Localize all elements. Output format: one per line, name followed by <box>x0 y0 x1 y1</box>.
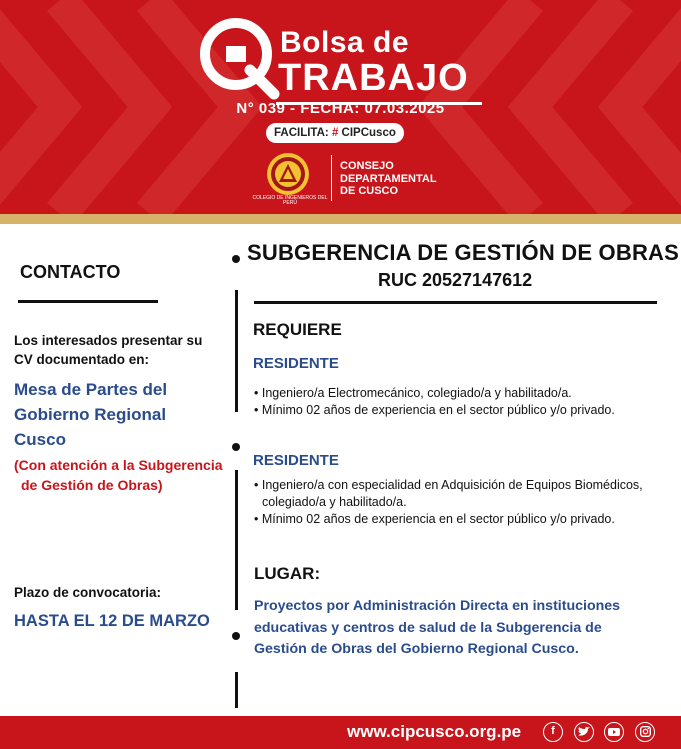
contacto-heading: CONTACTO <box>20 262 121 282</box>
instagram-icon[interactable] <box>635 722 655 742</box>
lugar-line-2: educativas y centros de salud de la Subgerencia de <box>254 619 602 636</box>
divider-dot <box>232 255 240 263</box>
ruc-number: RUC 20527147612 <box>378 270 533 290</box>
organization-title: SUBGERENCIA DE GESTIÓN DE OBRAS <box>247 240 679 265</box>
plazo-deadline: HASTA EL 12 DE MARZO <box>14 612 210 630</box>
lugar-line-1: Proyectos por Administración Directa en instituciones <box>254 598 621 614</box>
mesa-line-2: Gobierno Regional <box>14 405 167 424</box>
issue-number-date: N° 039 - FECHA: 07.03.2025 <box>236 100 445 117</box>
position-requirements <box>254 477 674 528</box>
requirement-item: • Mínimo 02 años de experiencia en el sector público y/o privado. <box>254 512 615 526</box>
contacto-rule <box>18 300 158 303</box>
plazo-label: Plazo de convocatoria: <box>14 585 162 600</box>
seal-divider <box>331 155 332 201</box>
atencion-line-2: de Gestión de Obras) <box>21 477 163 493</box>
council-line-3: DE CUSCO <box>340 185 399 197</box>
position-requirements <box>254 385 674 419</box>
mesa-line-1: Mesa de Partes del <box>14 380 168 399</box>
atencion-note <box>14 455 234 495</box>
requirement-item: • Ingeniero/a Electromecánico, colegiado/a y habilitado/a. <box>254 386 572 400</box>
divider-line <box>235 290 238 412</box>
divider-dot <box>232 632 240 640</box>
lugar-line-3: Gestión de Obras del Gobierno Regional Cusco. <box>254 641 579 657</box>
title-rule <box>254 301 657 304</box>
footer-bar <box>0 716 681 749</box>
position-title: RESIDENTE <box>253 355 339 372</box>
hash-symbol: # <box>331 127 339 139</box>
magnifier-q-icon <box>198 16 282 100</box>
youtube-icon[interactable] <box>604 722 624 742</box>
council-line-1: CONSEJO <box>340 160 394 172</box>
mesa-line-3: Cusco <box>14 430 66 449</box>
requirement-item: colegiado/a y habilitado/a. <box>262 495 407 509</box>
facebook-icon[interactable]: f <box>543 722 563 742</box>
gold-stripe <box>0 214 681 224</box>
position-title: RESIDENTE <box>253 452 339 469</box>
council-name <box>340 160 437 198</box>
lugar-description <box>254 596 674 661</box>
lugar-heading: LUGAR: <box>254 564 321 583</box>
bolsa-de-trabajo-logo <box>198 16 488 106</box>
header-banner <box>0 0 681 214</box>
facilita-tag: CIPCusco <box>341 127 396 139</box>
facilita-label: FACILITA: <box>274 127 329 139</box>
requirement-item: • Mínimo 02 años de experiencia en el sector público y/o privado. <box>254 403 615 417</box>
requirement-item: • Ingeniero/a con especialidad en Adquisición de Equipos Biomédicos, <box>254 478 643 492</box>
facilita-badge <box>266 123 404 143</box>
divider-dot <box>232 443 240 451</box>
divider-line <box>235 470 238 610</box>
cip-seal-icon <box>266 152 310 196</box>
twitter-icon[interactable] <box>574 722 594 742</box>
divider-line <box>235 672 238 708</box>
mesa-de-partes <box>14 377 224 452</box>
title-bolsa-de: Bolsa de <box>280 26 410 59</box>
interesados-text: Los interesados presentar su CV documentado en: <box>14 333 203 367</box>
website-link[interactable]: www.cipcusco.org.pe <box>347 722 522 741</box>
requiere-heading: REQUIERE <box>253 320 342 339</box>
title-trabajo: TRABAJO <box>278 57 469 99</box>
seal-caption: COLEGIO DE INGENIEROS DEL PERÚ <box>252 195 328 206</box>
atencion-line-1: (Con atención a la Subgerencia <box>14 457 223 473</box>
council-line-2: DEPARTAMENTAL <box>340 172 437 185</box>
